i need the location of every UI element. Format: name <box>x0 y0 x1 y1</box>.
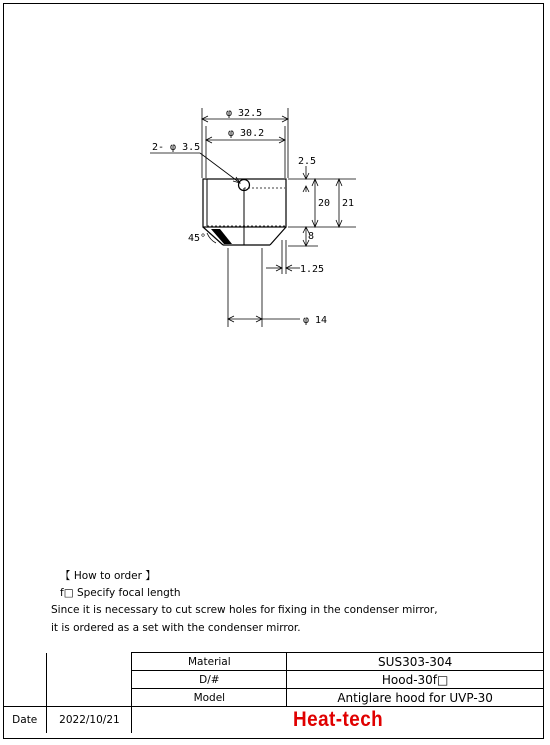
dim-holes-text: 2- φ 3.5 <box>152 142 201 153</box>
dim-od-inner-text: φ 30.2 <box>228 128 265 139</box>
dim-wall <box>266 240 300 274</box>
dim-height-20-text: 20 <box>318 198 331 209</box>
dn-value: Hood-30f□ <box>287 671 544 689</box>
material-label: Material <box>132 653 287 671</box>
dim-height-21-text: 21 <box>342 198 355 209</box>
dim-bore-text: φ 14 <box>303 315 328 326</box>
dim-wall-text: 1.25 <box>300 264 325 275</box>
dim-od-outer-text: φ 32.5 <box>226 108 263 119</box>
dim-top-thickness-text: 2.5 <box>298 156 317 167</box>
order-focal: f□ Specify focal length <box>60 587 181 599</box>
dn-label: D/# <box>132 671 287 689</box>
dim-angle-text: 45° <box>188 233 207 244</box>
order-note-2: it is ordered as a set with the condenser mirror. <box>51 622 301 634</box>
dim-chamfer-height-text: 8 <box>308 231 315 242</box>
date-label: Date <box>3 707 47 734</box>
company-cell <box>132 707 544 734</box>
model-label: Model <box>132 689 287 707</box>
order-note-1: Since it is necessary to cut screw holes for fixing in the condenser mirror, <box>51 604 438 616</box>
material-value: SUS303-304 <box>287 653 544 671</box>
title-block <box>3 652 544 733</box>
order-heading: 【 How to order 】 <box>60 570 156 582</box>
date-value: 2022/10/21 <box>47 707 132 734</box>
dim-bore <box>228 248 300 327</box>
company-logo: Heat-tech <box>292 708 384 731</box>
part-body <box>203 179 286 245</box>
model-value: Antiglare hood for UVP-30 <box>287 689 544 707</box>
